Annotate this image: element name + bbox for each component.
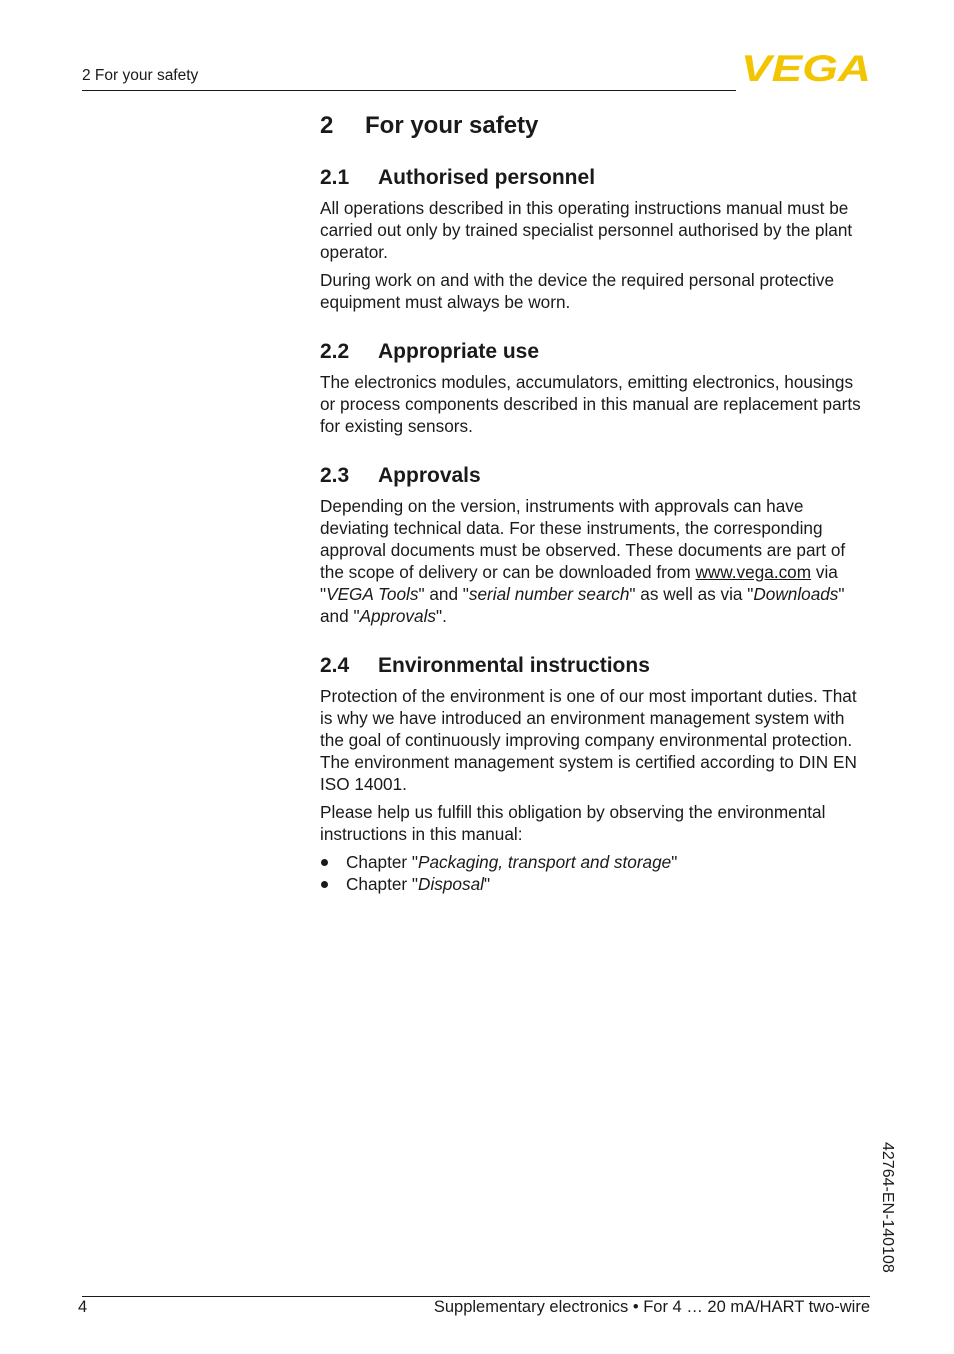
bullet-icon (321, 881, 328, 888)
document-number: 42764-EN-140108 (879, 1142, 896, 1273)
term-downloads: Downloads (753, 584, 839, 604)
text-run: Chapter " (346, 874, 419, 894)
chapter-title: For your safety (365, 112, 539, 139)
paragraph: During work on and with the device the required personal protective equipment must always be worn. (320, 270, 835, 312)
chapter-heading (320, 110, 872, 142)
section-title: Authorised personnel (378, 166, 596, 189)
section-title: Appropriate use (378, 340, 540, 363)
footer-title: Supplementary electronics • For 4 … 20 mA/HART two-wire (433, 1298, 870, 1316)
text-run: ". (436, 606, 447, 626)
text-run: " as well as via " (629, 584, 754, 604)
section-number: 2.3 (320, 464, 350, 487)
vega-website-link[interactable]: www.vega.com (695, 562, 812, 582)
text-run: Depending on the version, instruments with approvals can have deviating technical data. For these instruments, the corresponding approval documents must be observed. These documents are part of the scope of delivery or can be downloaded from (320, 496, 846, 582)
list-item (320, 873, 872, 895)
header-rule (82, 90, 736, 91)
term-vega-tools: VEGA Tools (326, 584, 419, 604)
vega-logo-graphic (741, 52, 873, 84)
paragraph: Please help us fulfill this obligation by observing the environmental instructions in this manual: (320, 802, 826, 844)
section-title: Approvals (378, 464, 481, 487)
section-number: 2.4 (320, 654, 350, 677)
chapter-number: 2 (320, 112, 334, 139)
chapter-reference-list (320, 851, 872, 895)
text-run: " (671, 852, 678, 872)
footer-rule (82, 1296, 870, 1297)
term-serial-number-search: serial number search (468, 584, 630, 604)
text-run: via " (320, 562, 838, 604)
chapter-reference: Disposal (418, 874, 484, 894)
section-title: Environmental instructions (378, 654, 650, 677)
text-run: Chapter " (346, 852, 419, 872)
page-number: 4 (78, 1298, 88, 1316)
text-run: " and " (320, 584, 845, 626)
paragraph: The electronics modules, accumulators, emitting electronics, housings or process components described in this manual are replacement parts for existing sensors. (320, 372, 861, 436)
section-heading-2-4 (320, 652, 872, 680)
term-approvals: Approvals (359, 606, 436, 626)
approvals-paragraph (320, 495, 872, 627)
text-run: " and " (418, 584, 469, 604)
section-heading-2-3 (320, 462, 872, 490)
vega-logo (741, 52, 873, 89)
chapter-reference: Packaging, transport and storage (418, 852, 672, 872)
main-content (320, 110, 872, 895)
bullet-icon (321, 859, 328, 866)
text-run: " (483, 874, 491, 894)
section-number: 2.2 (320, 340, 350, 363)
paragraph: Protection of the environment is one of our most important duties. That is why we have introduced an environment management system with the goal of continuously improving company environmental protection. The environment management system is certified according to DIN EN ISO 14001. (320, 686, 857, 794)
running-header: 2 For your safety (82, 67, 199, 84)
list-item (320, 851, 872, 873)
section-heading-2-2 (320, 338, 872, 366)
section-heading-2-1 (320, 164, 872, 192)
logo-text: VEGA (741, 52, 871, 84)
paragraph: All operations described in this operating instructions manual must be carried out only by trained specialist personnel authorised by the plant operator. (320, 198, 853, 262)
section-number: 2.1 (320, 166, 350, 189)
